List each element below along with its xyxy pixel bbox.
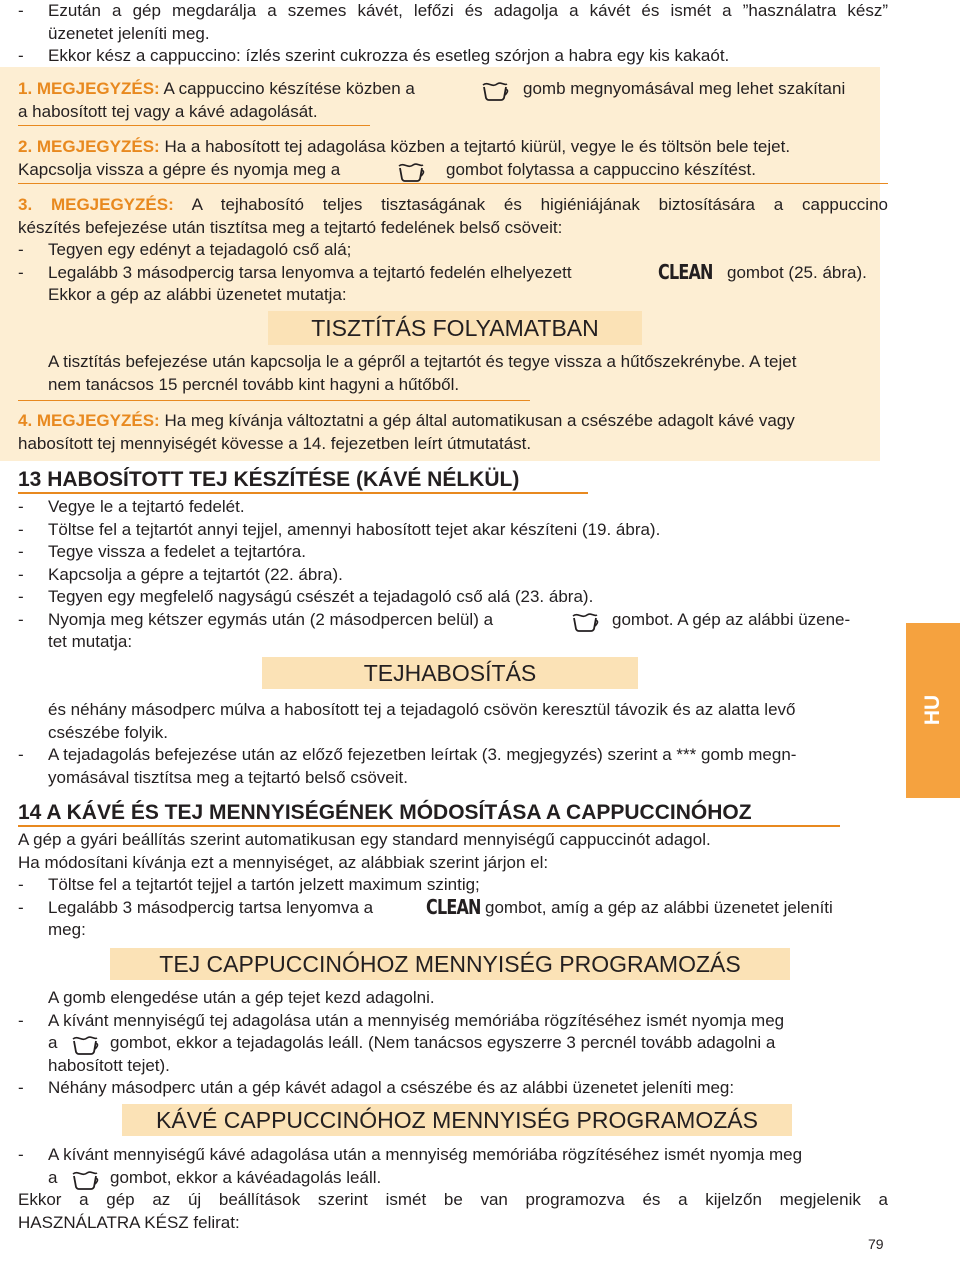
text: gombot, ekkor a tejadagolás leáll. (Nem tanácsos egyszerre 3 percnél tovább adagolni a	[110, 1033, 776, 1052]
list-item: - Tegyen egy megfelelő nagyságú csészét a tejadagoló cső alá (23. ábra).	[18, 586, 888, 609]
note-divider	[18, 183, 888, 184]
note-text: habosított tej mennyiségét kövesse a 14. fejezetben leírt útmutatást.	[18, 433, 532, 453]
note-step: - Tegyen egy edényt a tejadagoló cső alá;	[18, 239, 888, 262]
note-text: gombot folytassa a cappuccino készítést.	[446, 159, 756, 179]
heading-underline	[18, 492, 588, 494]
list-item	[18, 894, 888, 920]
language-label: HU	[920, 694, 944, 726]
note-text: Ekkor a gép az alábbi üzenetet mutatja:	[48, 285, 347, 304]
text: Ha módosítani kívánja ezt a mennyiséget, az alábbiak szerint járjon el:	[18, 852, 549, 872]
text: Ezután a gép megdarálja a szemes kávét, lefőzi és adagolja a kávét és ismét a ”használatra kész”	[48, 1, 888, 20]
text: Legalább 3 másodpercig tartsa lenyomva a	[48, 897, 374, 917]
list-item: - A tejadagolás befejezése után az előző fejezetben leírtak (3. megjegyzés) szerint a *** gomb megn-	[18, 744, 888, 767]
text: a	[48, 1033, 58, 1052]
section-14-body	[18, 829, 888, 942]
note-3	[18, 194, 888, 307]
page-number: 79	[868, 1236, 884, 1252]
note-number: 1. MEGJEGYZÉS:	[18, 79, 160, 98]
note-text: Ha a habosított tej adagolása közben a tejtartó kiürül, vegye le és töltsön bele tejet.	[164, 137, 791, 156]
display-message: TEJ CAPPUCCINÓHOZ MENNYISÉG PROGRAMOZÁS	[110, 948, 790, 980]
note-step	[18, 259, 888, 285]
note-number: 4. MEGJEGYZÉS:	[18, 411, 160, 430]
text: A gép a gyári beállítás szerint automatikusan egy standard mennyiségű cappuccinót adagol.	[18, 830, 711, 849]
note-text: nem tanácsos 15 percnél tovább kint hagyni a hűtőből.	[48, 374, 460, 394]
note-3-cont	[18, 351, 888, 396]
section-14-cont	[18, 987, 888, 1100]
text: gombot. A gép az alábbi üzene-	[612, 609, 851, 629]
heading-underline	[18, 825, 840, 827]
intro-item: - Ekkor kész a cappuccino: ízlés szerint cukrozza és esetleg szórjon a habra egy kis kakaót.	[18, 45, 888, 68]
note-number: 2. MEGJEGYZÉS:	[18, 137, 160, 156]
list-item: - Néhány másodperc után a gép kávét adagol a csészébe és az alábbi üzenetet jeleníti meg:	[18, 1077, 888, 1100]
text: A gomb elengedése után a gép tejet kezd adagolni.	[48, 988, 435, 1007]
language-tab	[906, 623, 960, 798]
cup-icon	[70, 1167, 100, 1198]
section-14-heading: 14 A KÁVÉ ÉS TEJ MENNYISÉGÉNEK MÓDOSÍTÁSA A CAPPUCCINÓHOZ	[18, 801, 752, 824]
text: a	[48, 1167, 58, 1187]
list-item: - A kívánt mennyiségű tej adagolása után a mennyiség memóriába rögzítéséhez ismét nyomja meg	[18, 1010, 888, 1033]
list-item-cont: yomásával tisztítsa meg a tejtartó belső csöveit.	[48, 767, 408, 787]
display-message: KÁVÉ CAPPUCCINÓHOZ MENNYISÉG PROGRAMOZÁS	[122, 1104, 792, 1136]
text: gombot, amíg a gép az alábbi üzenetet jeleníti	[485, 897, 833, 917]
note-text: A cappuccino készítése közben a	[163, 79, 415, 98]
section-14-end	[18, 1144, 888, 1234]
intro-item-cont: üzenetet jeleníti meg.	[48, 23, 210, 43]
text: Nyomja meg kétszer egymás után (2 másodpercen belül) a	[48, 609, 494, 629]
section-13-steps	[18, 496, 888, 654]
note-divider	[18, 400, 530, 401]
note-text: Ha meg kívánja változtatni a gép által automatikusan a csészébe adagolt kávé vagy	[164, 411, 795, 430]
note-text: Legalább 3 másodpercig tarsa lenyomva a tejtartó fedelén elhelyezett	[48, 262, 572, 282]
list-item: - A kívánt mennyiségű kávé adagolása után a mennyiség memóriába rögzítéséhez ismét nyomja meg	[18, 1144, 888, 1167]
text: Ekkor a gép az új beállítások szerint ismét be van programozva és a kijelzőn megjelenik a	[18, 1190, 888, 1209]
section-13-heading: 13 HABOSÍTOTT TEJ KÉSZÍTÉSE (KÁVÉ NÉLKÜL)	[18, 468, 520, 491]
clean-button-symbol: CLEAN	[658, 259, 713, 284]
text: és néhány másodperc múlva a habosított tej a tejadagoló csövön keresztül távozik és az alatta levő	[48, 700, 796, 719]
note-divider	[18, 125, 370, 126]
note-1	[18, 78, 888, 123]
list-item: - Töltse fel a tejtartót tejjel a tartón jelzett maximum szintig;	[18, 874, 888, 897]
note-4	[18, 410, 888, 455]
list-item-cont: meg:	[48, 920, 86, 939]
list-item-cont: habosított tejet).	[48, 1055, 170, 1075]
list-item	[18, 609, 888, 632]
clean-button-symbol: CLEAN	[426, 894, 481, 919]
text: csészébe folyik.	[48, 722, 168, 742]
display-message: TEJHABOSÍTÁS	[262, 657, 638, 689]
text: HASZNÁLATRA KÉSZ felirat:	[18, 1212, 240, 1232]
intro	[18, 0, 888, 68]
note-text: A tejhabosító teljes tisztaságának és higiéniájának biztosítására a cappuccino	[191, 195, 888, 214]
note-number: 3. MEGJEGYZÉS:	[18, 195, 174, 214]
list-item: - Vegye le a tejtartó fedelét.	[18, 496, 888, 519]
cup-icon	[70, 1032, 100, 1063]
list-item: - Kapcsolja a gépre a tejtartót (22. ábra).	[18, 564, 888, 587]
note-text: a habosított tej vagy a kávé adagolását.	[18, 101, 318, 121]
cup-icon	[570, 609, 600, 640]
list-item: - Tegye vissza a fedelet a tejtartóra.	[18, 541, 888, 564]
note-text: készítés befejezése után tisztítsa meg a tejtartó fedelének belső csöveit:	[18, 217, 563, 237]
section-13-cont	[18, 699, 888, 789]
display-message: TISZTÍTÁS FOLYAMATBAN	[268, 311, 642, 345]
list-item-cont	[18, 1032, 888, 1055]
cup-icon	[480, 78, 510, 109]
note-text: A tisztítás befejezése után kapcsolja le a gépről a tejtartót és tegye vissza a hűtőszekrénybe. A tejet	[48, 352, 797, 371]
list-item-cont: tet mutatja:	[48, 632, 133, 651]
intro-item	[18, 0, 888, 23]
note-text: gombot (25. ábra).	[727, 262, 867, 282]
text: gombot, ekkor a kávéadagolás leáll.	[110, 1167, 382, 1187]
list-item: - Töltse fel a tejtartót annyi tejjel, amennyi habosított tejet akar készíteni (19. ábra).	[18, 519, 888, 542]
note-2	[18, 136, 888, 181]
note-text: gomb megnyomásával meg lehet szakítani	[523, 79, 846, 98]
list-item-cont	[18, 1167, 888, 1190]
cup-icon	[396, 159, 426, 190]
note-text: Kapcsolja vissza a gépre és nyomja meg a	[18, 159, 341, 179]
